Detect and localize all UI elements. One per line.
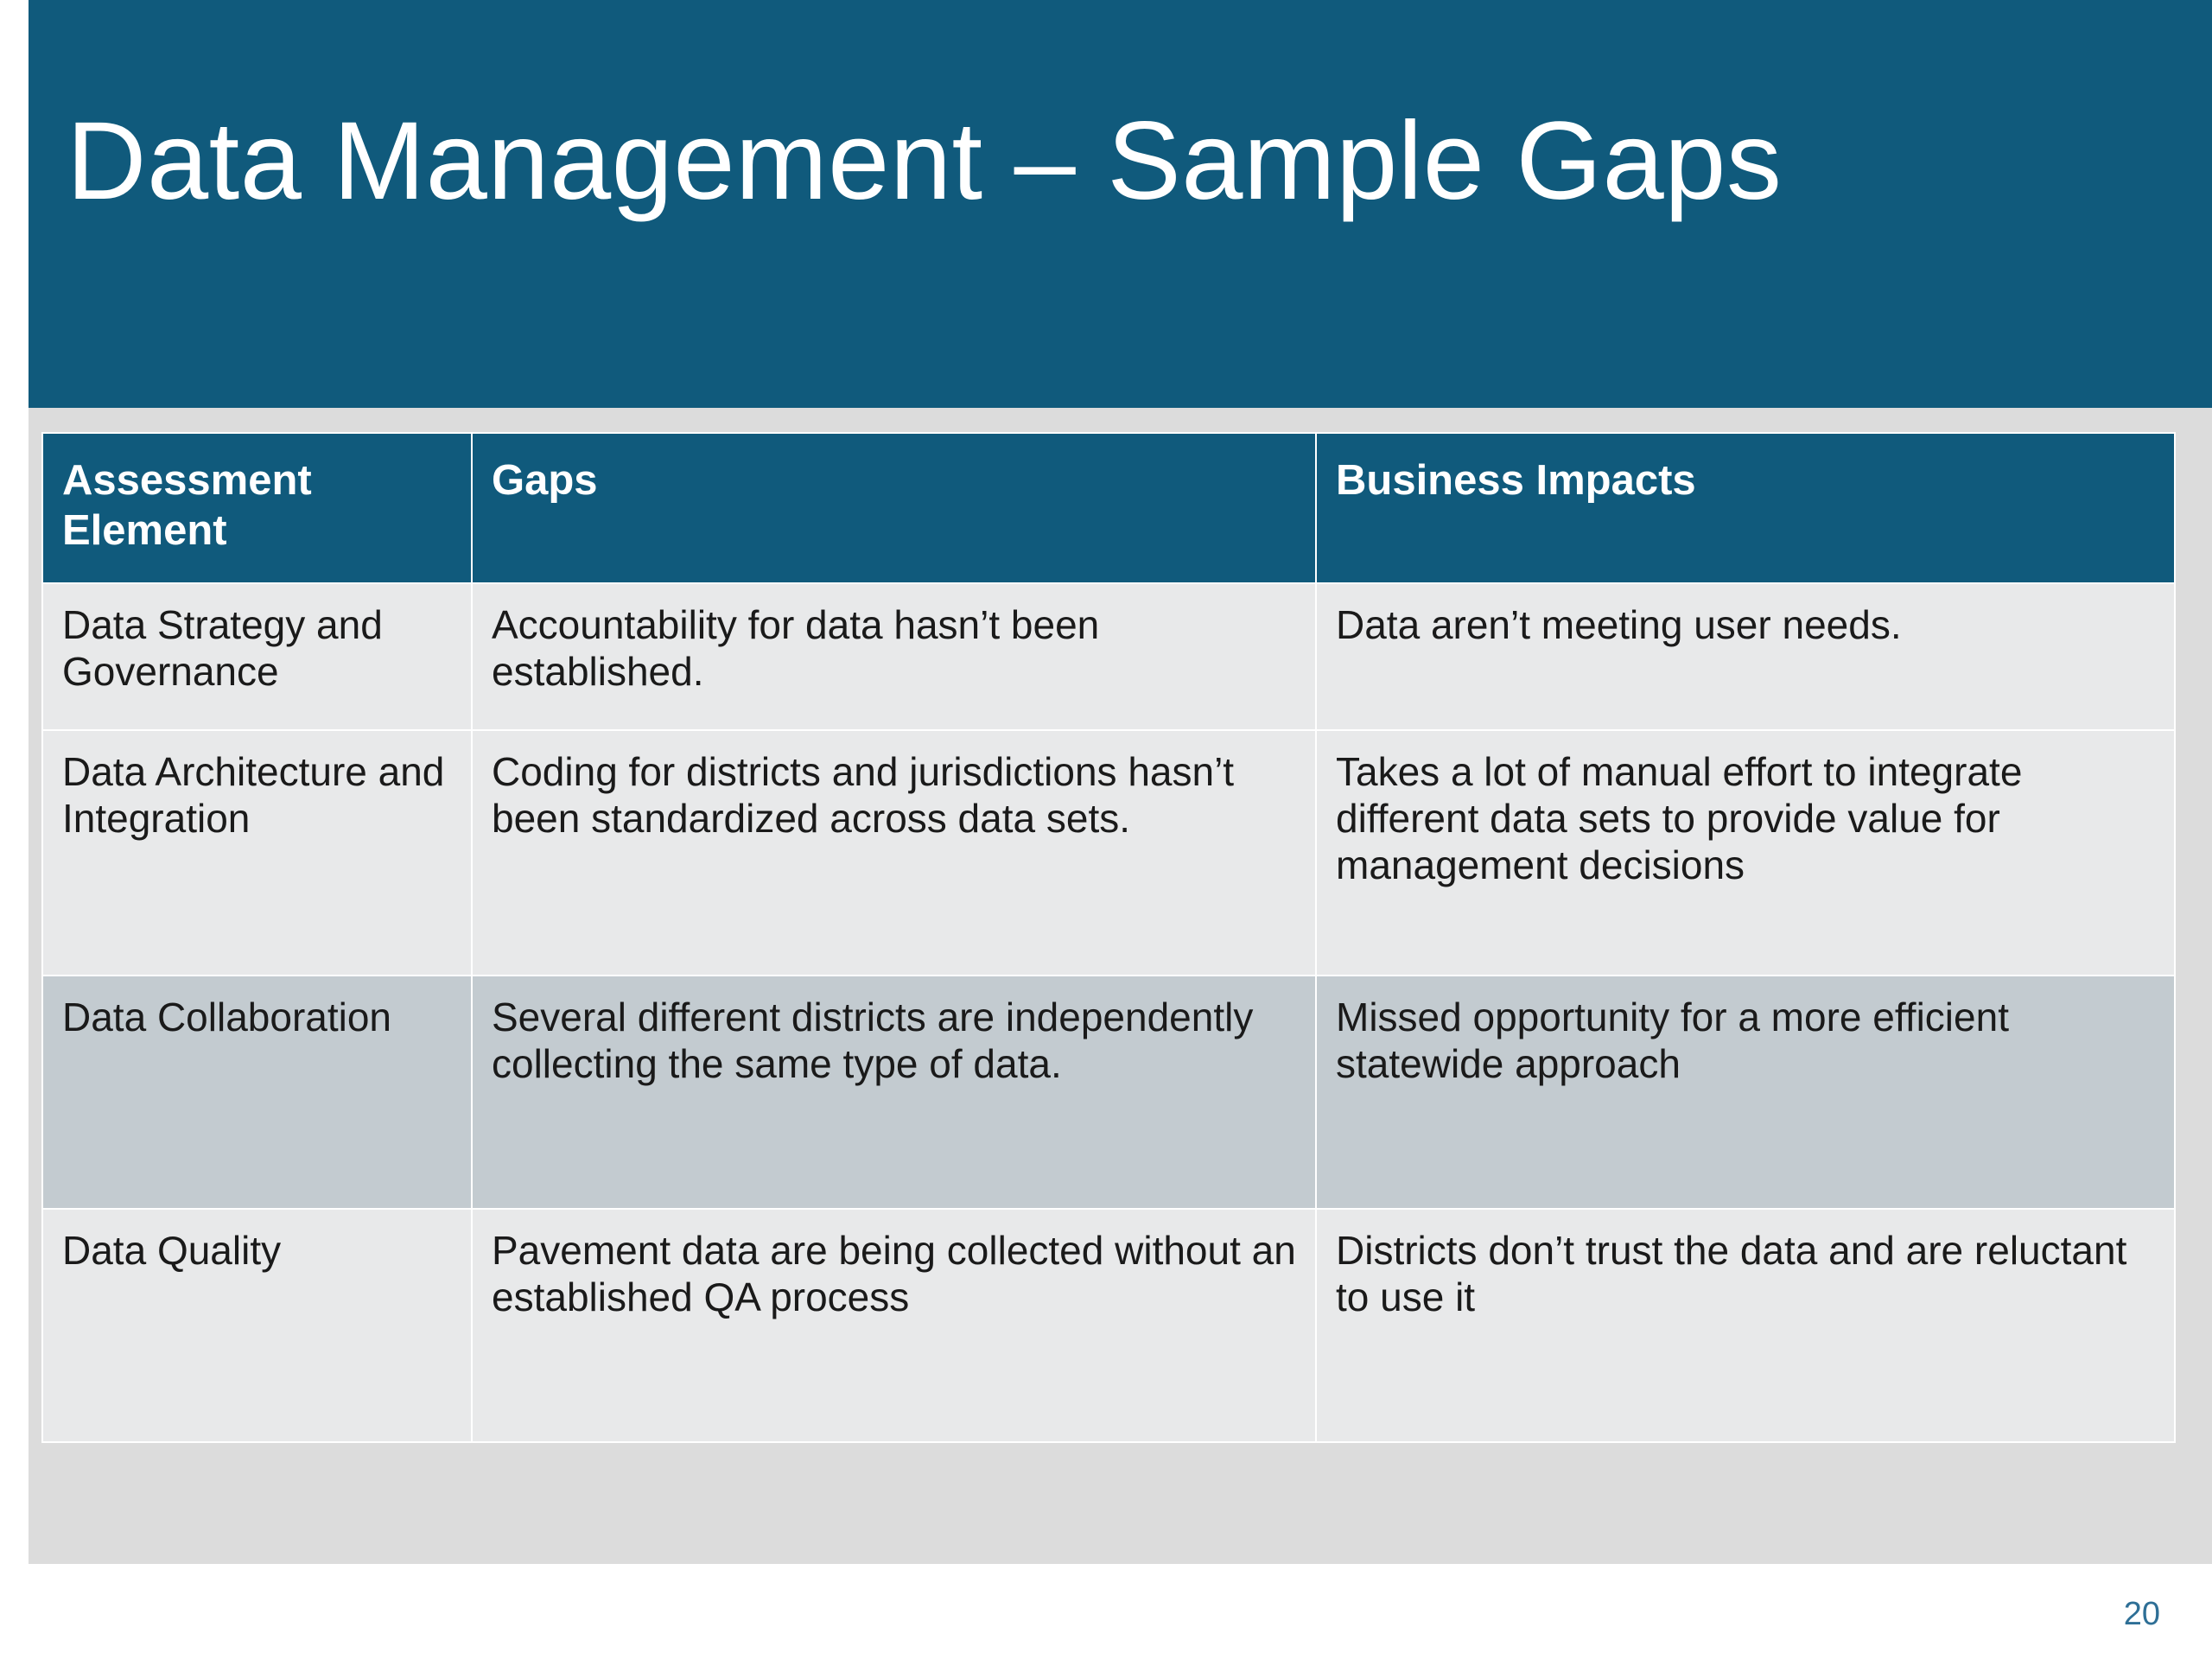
cell-gap: Coding for districts and jurisdictions hasn’t been standardized across data sets. bbox=[472, 730, 1316, 976]
table-row bbox=[42, 976, 2175, 1209]
table-header-row bbox=[42, 433, 2175, 583]
cell-assessment-element: Data Quality bbox=[42, 1209, 472, 1442]
table-row bbox=[42, 1209, 2175, 1442]
page-title: Data Management – Sample Gaps bbox=[67, 99, 1783, 223]
cell-assessment-element: Data Architecture and Integration bbox=[42, 730, 472, 976]
cell-gap: Accountability for data hasn’t been established. bbox=[472, 583, 1316, 730]
column-header-gaps: Gaps bbox=[472, 433, 1316, 583]
cell-gap: Pavement data are being collected without an established QA process bbox=[472, 1209, 1316, 1442]
page-number: 20 bbox=[2123, 1596, 2160, 1632]
cell-assessment-element: Data Strategy and Governance bbox=[42, 583, 472, 730]
cell-gap: Several different districts are independently collecting the same type of data. bbox=[472, 976, 1316, 1209]
cell-assessment-element: Data Collaboration bbox=[42, 976, 472, 1209]
cell-impact: Data aren’t meeting user needs. bbox=[1316, 583, 2175, 730]
table-row bbox=[42, 730, 2175, 976]
column-header-assessment-element: Assessment Element bbox=[42, 433, 472, 583]
column-header-business-impacts: Business Impacts bbox=[1316, 433, 2175, 583]
gaps-table bbox=[41, 432, 2176, 1443]
cell-impact: Missed opportunity for a more efficient statewide approach bbox=[1316, 976, 2175, 1209]
gaps-table-container bbox=[41, 432, 2174, 1443]
table-row bbox=[42, 583, 2175, 730]
cell-impact: Takes a lot of manual effort to integrate different data sets to provide value for management decisions bbox=[1316, 730, 2175, 976]
cell-impact: Districts don’t trust the data and are reluctant to use it bbox=[1316, 1209, 2175, 1442]
